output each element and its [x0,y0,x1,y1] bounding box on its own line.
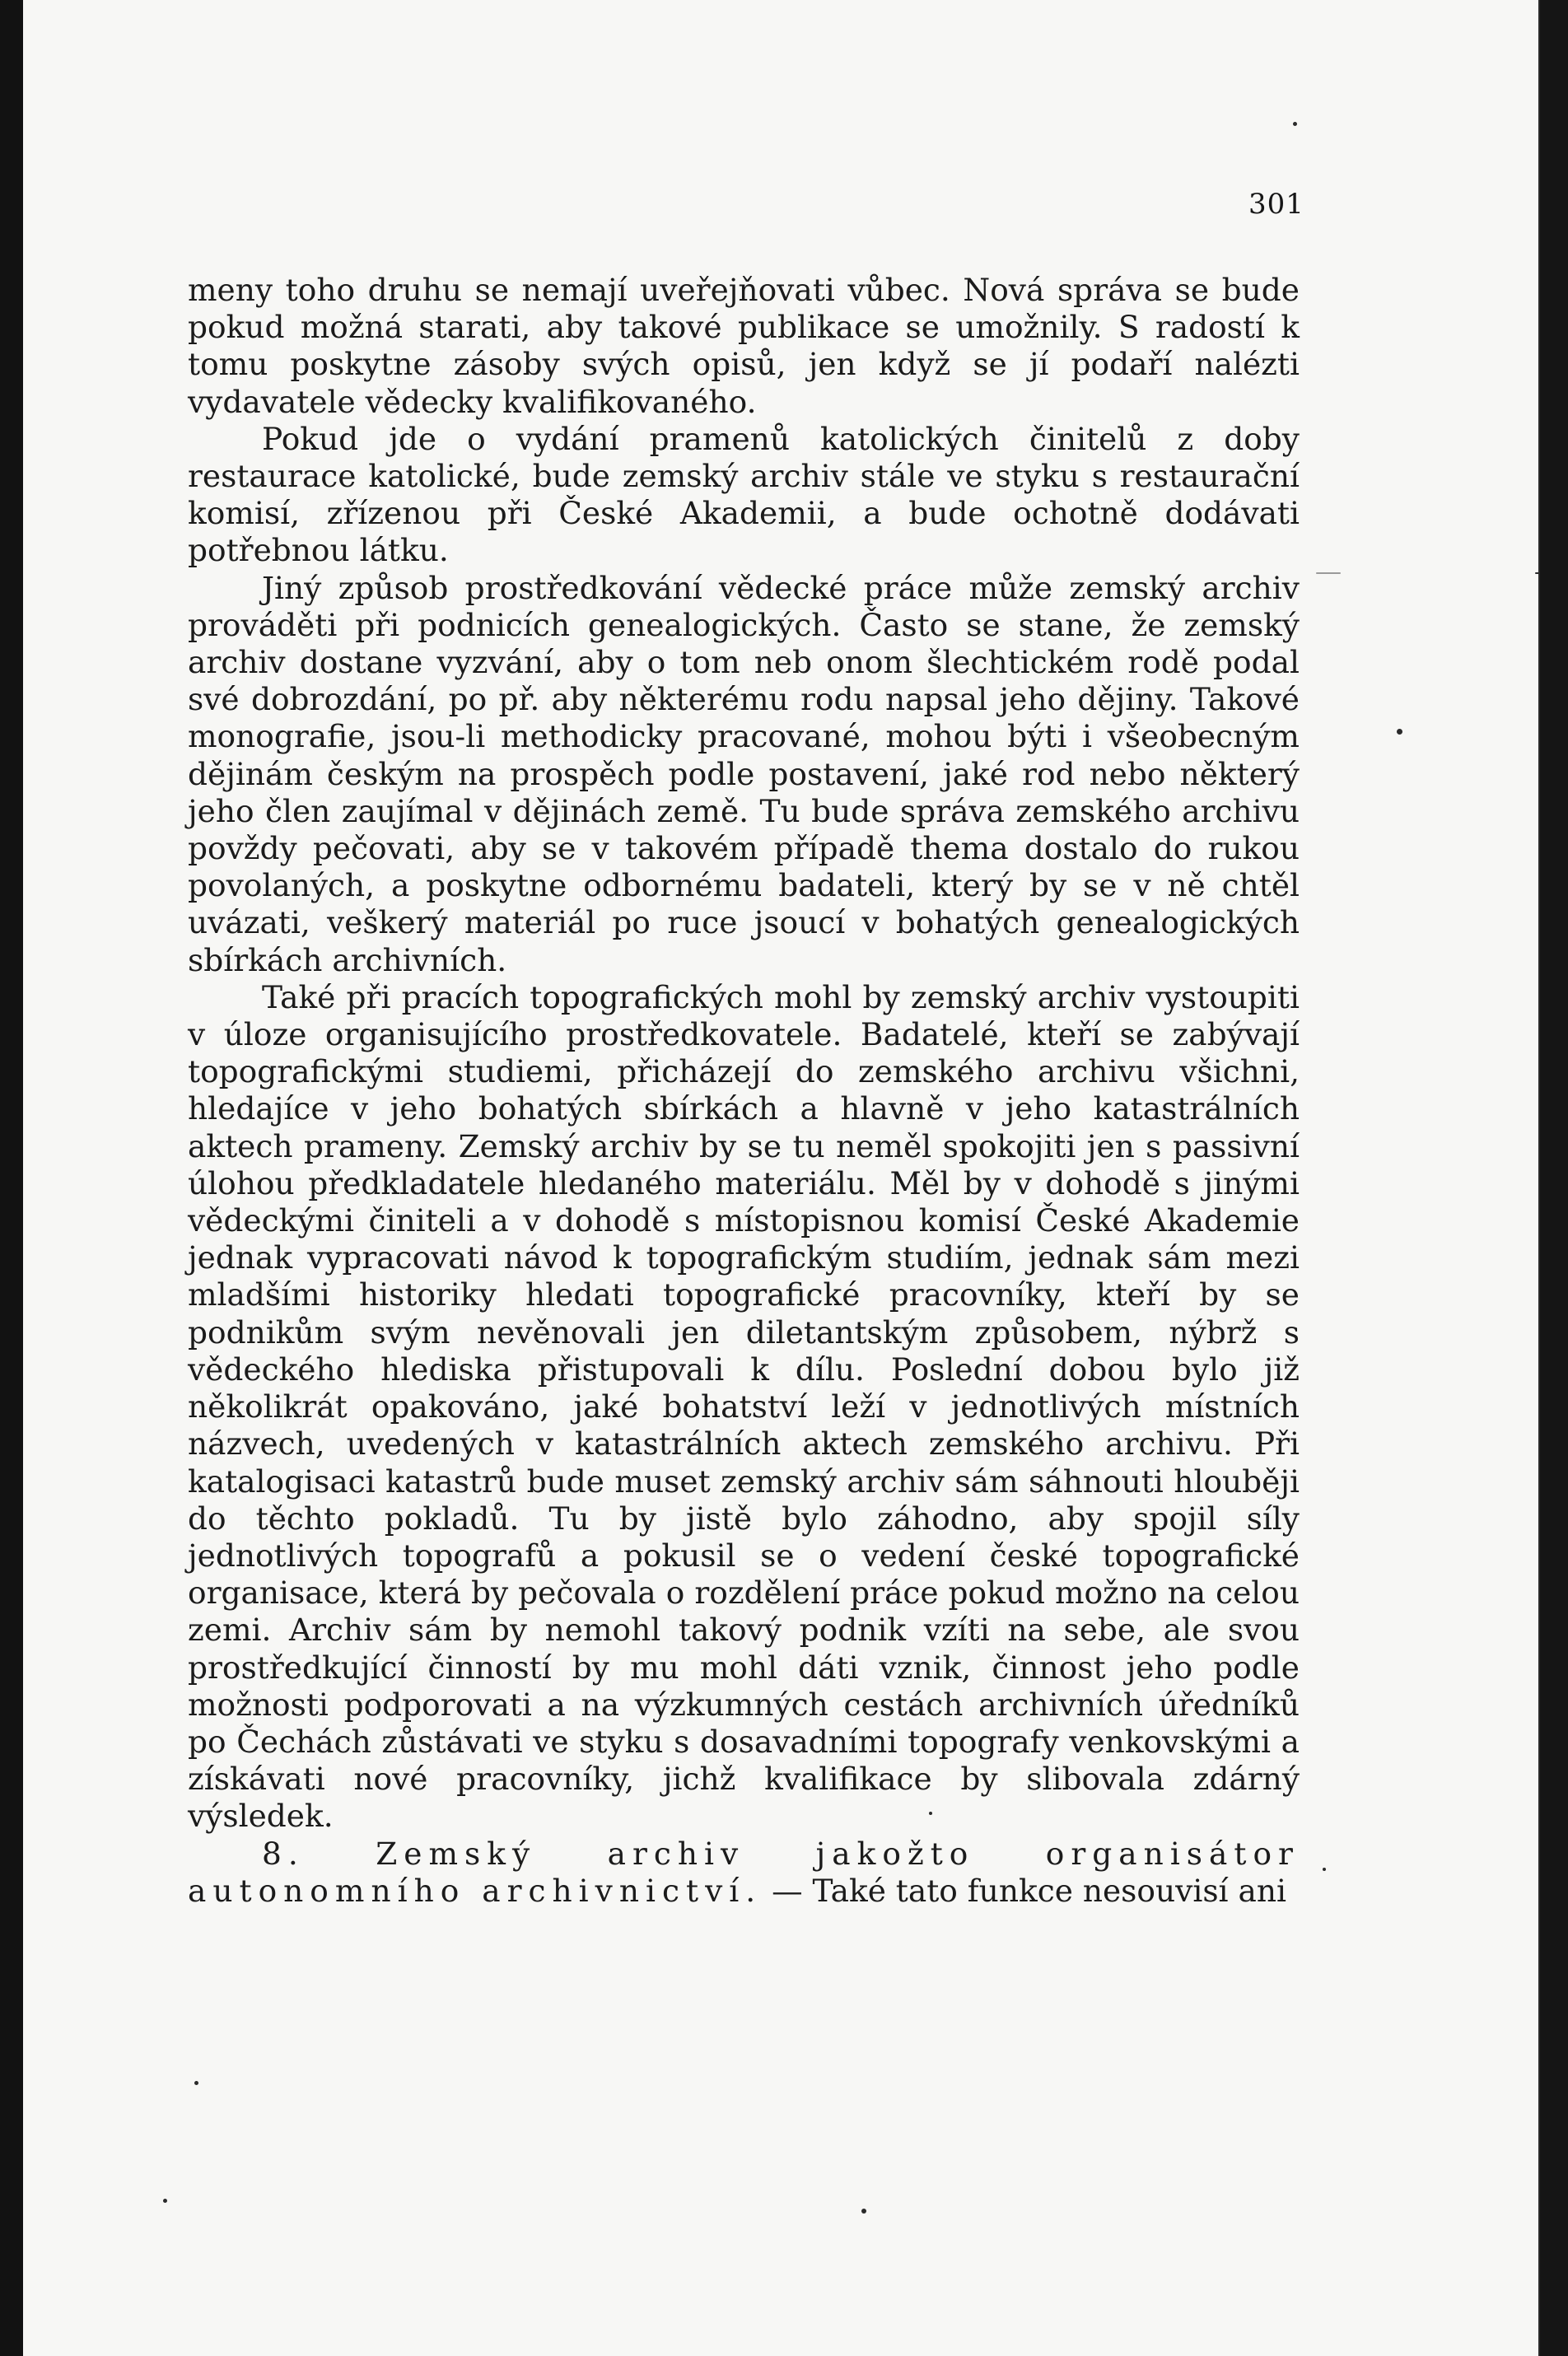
paragraph-2: Pokud jde o vydání pramenů katolických činitelů z doby restaurace katolické, bude zemský archiv stále ve styku s restaurační komisí, zřízenou při České Akademii, a bude ochotně dodávati potřebnou látku. [188,420,1300,569]
scan-speck [861,2209,866,2214]
scan-border-right [1540,0,1568,2356]
paragraph-3: Jiný způsob prostředkování vědecké práce může zemský archiv prováděti při podnicích genealogických. Často se stane, že zemský archiv dostane vyzvání, aby o tom neb onom šlechtickém rodě podal své dobrozdání, po př. aby některému rodu napsal jeho dějiny. Takové monografie, jsou-li methodicky pracované, mohou býti i všeobecným dějinám českým na prospěch podle postavení, jaké rod nebo některý jeho člen zaujímal v dějinách země. Tu bude správa zemského archivu povždy pečovati, aby se v takovém případě thema dostalo do rukou povolaných, a poskytne odbornému badateli, který by se v ně chtěl uvázati, veškerý materiál po ruce jsoucí v bohatých genealogických sbírkách archivních. [188,569,1300,978]
scan-speck [194,2081,198,2085]
book-page [23,0,1540,2356]
scan-border-left [0,0,23,2356]
scan-speck [1397,729,1402,735]
scan-speck [1316,572,1341,574]
body-text [188,272,1300,1910]
scan-speck [1323,1868,1326,1871]
paragraph-1: meny toho druhu se nemají uveřejňovati vůbec. Nová správa se bude pokud možná starati, aby takové publikace se umožnily. S radostí k tomu poskytne zásoby svých opisů, jen když se jí podaří nalézti vydavatele vědecky kvalifikovaného. [188,272,1300,420]
section-heading: 8. Zemský archiv jakožto organisátor autonomního archivnictví. [188,1835,1300,1909]
scan-speck [163,2199,167,2203]
paragraph-5 [188,1836,1300,1910]
paragraph-5-text: — Také tato funkce nesouvisí ani [762,1872,1286,1909]
paragraph-4: Také při pracích topografických mohl by zemský archiv vystoupiti v úloze organisujícího prostředkovatele. Badatelé, kteří se zabývají topografickými studiemi, přicházejí do zemského archivu všichni, hledajíce v jeho bohatých sbírkách a hlavně v jeho katastrálních aktech prameny. Zemský archiv by se tu neměl spokojiti jen s passivní úlohou předkladatele hledaného materiálu. Měl by v dohodě s jinými vědeckými činiteli a v dohodě s místopisnou komisí České Akademie jednak vypracovati návod k topografickým studiím, jednak sám mezi mladšími historiky hledati topografické pracovníky, kteří by se podnikům svým nevěnovali jen diletantským způsobem, nýbrž s vědeckého hlediska přistupovali k dílu. Poslední dobou bylo již několikrát opakováno, jaké bohatství leží v jednotlivých místních názvech, uvedených v katastrálních aktech zemského archivu. Při katalogisaci katastrů bude muset zemský archiv sám sáhnouti hlouběji do těchto pokladů. Tu by jistě bylo záhodno, aby spojil síly jednotlivých topografů a pokusil se o vedení české topografické organisace, která by pečovala o rozdělení práce pokud možno na celou zemi. Archiv sám by nemohl takový podnik vzíti na sebe, ale svou prostředkující činností by mu mohl dáti vznik, činnost jeho podle možnosti podporovati a na výzkumných cestách archivních úředníků po Čechách zůstávati ve styku s dosavadními topografy venkovskými a získávati nové pracovníky, jichž kvalifikace by slibovala zdárný výsledek. [188,978,1300,1835]
scan-speck [1293,122,1297,126]
page-number: 301 [1248,188,1304,221]
scan-speck [929,1812,932,1815]
